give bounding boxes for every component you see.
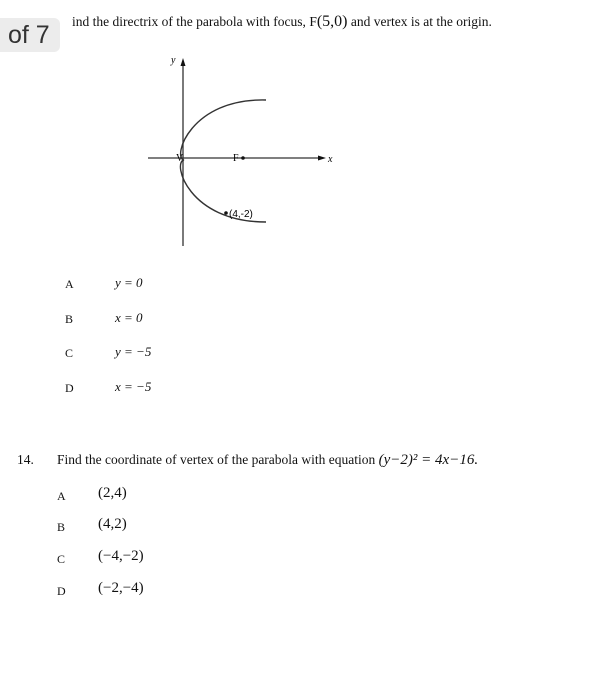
q14-option-b[interactable] <box>57 519 65 535</box>
vertex-label: V <box>176 153 184 164</box>
q14-option-d[interactable] <box>57 583 66 599</box>
q14-option-c[interactable] <box>57 551 65 567</box>
question-13-text-start: ind the directrix of the parabola with focus, <box>72 14 310 29</box>
q13-answer-a: y = 0 <box>115 275 143 290</box>
question-14-equation: (y−2)² = 4x−16. <box>378 452 479 468</box>
focus-point <box>241 156 245 160</box>
q13-answer-b: x = 0 <box>115 310 143 325</box>
option-letter: D <box>65 381 74 395</box>
q14-option-a[interactable] <box>57 488 66 504</box>
page-counter: of 7 <box>0 18 60 52</box>
q14-answer-b: (4,2) <box>98 516 127 532</box>
option-letter: B <box>57 520 66 534</box>
focus-coords: (5,0) <box>316 13 348 30</box>
q13-answer-c: y = −5 <box>115 344 152 359</box>
x-axis-label: x <box>328 154 333 165</box>
option-letter: C <box>65 346 74 360</box>
parabola-curve <box>180 100 266 222</box>
y-axis-arrow <box>181 58 186 66</box>
question-14-prompt: Find the coordinate of vertex of the parabola with equation <box>57 452 379 467</box>
q14-answer-a: (2,4) <box>98 485 127 501</box>
q13-option-a[interactable] <box>65 276 74 292</box>
q13-option-b[interactable] <box>65 311 73 327</box>
q14-answer-d: (−2,−4) <box>98 580 144 596</box>
curve-point <box>224 211 228 215</box>
question-14-text <box>57 452 478 469</box>
x-axis-arrow <box>318 156 326 161</box>
question-13-text-end: and vertex is at the origin. <box>347 14 492 29</box>
parabola-graph <box>0 0 594 260</box>
y-axis-label: y <box>171 55 176 66</box>
q13-option-d[interactable] <box>65 380 74 396</box>
option-letter: A <box>65 277 74 291</box>
option-letter: D <box>57 584 66 598</box>
question-14-number: 14. <box>17 452 34 467</box>
focus-label: F <box>309 14 317 29</box>
curve-point-label: (4,-2) <box>229 209 253 220</box>
focus-point-label: F <box>233 153 239 164</box>
q13-option-c[interactable] <box>65 345 73 361</box>
option-letter: B <box>65 312 74 326</box>
q14-answer-c: (−4,−2) <box>98 548 144 564</box>
option-letter: A <box>57 489 66 503</box>
q13-answer-d: x = −5 <box>115 379 152 394</box>
option-letter: C <box>57 552 66 566</box>
